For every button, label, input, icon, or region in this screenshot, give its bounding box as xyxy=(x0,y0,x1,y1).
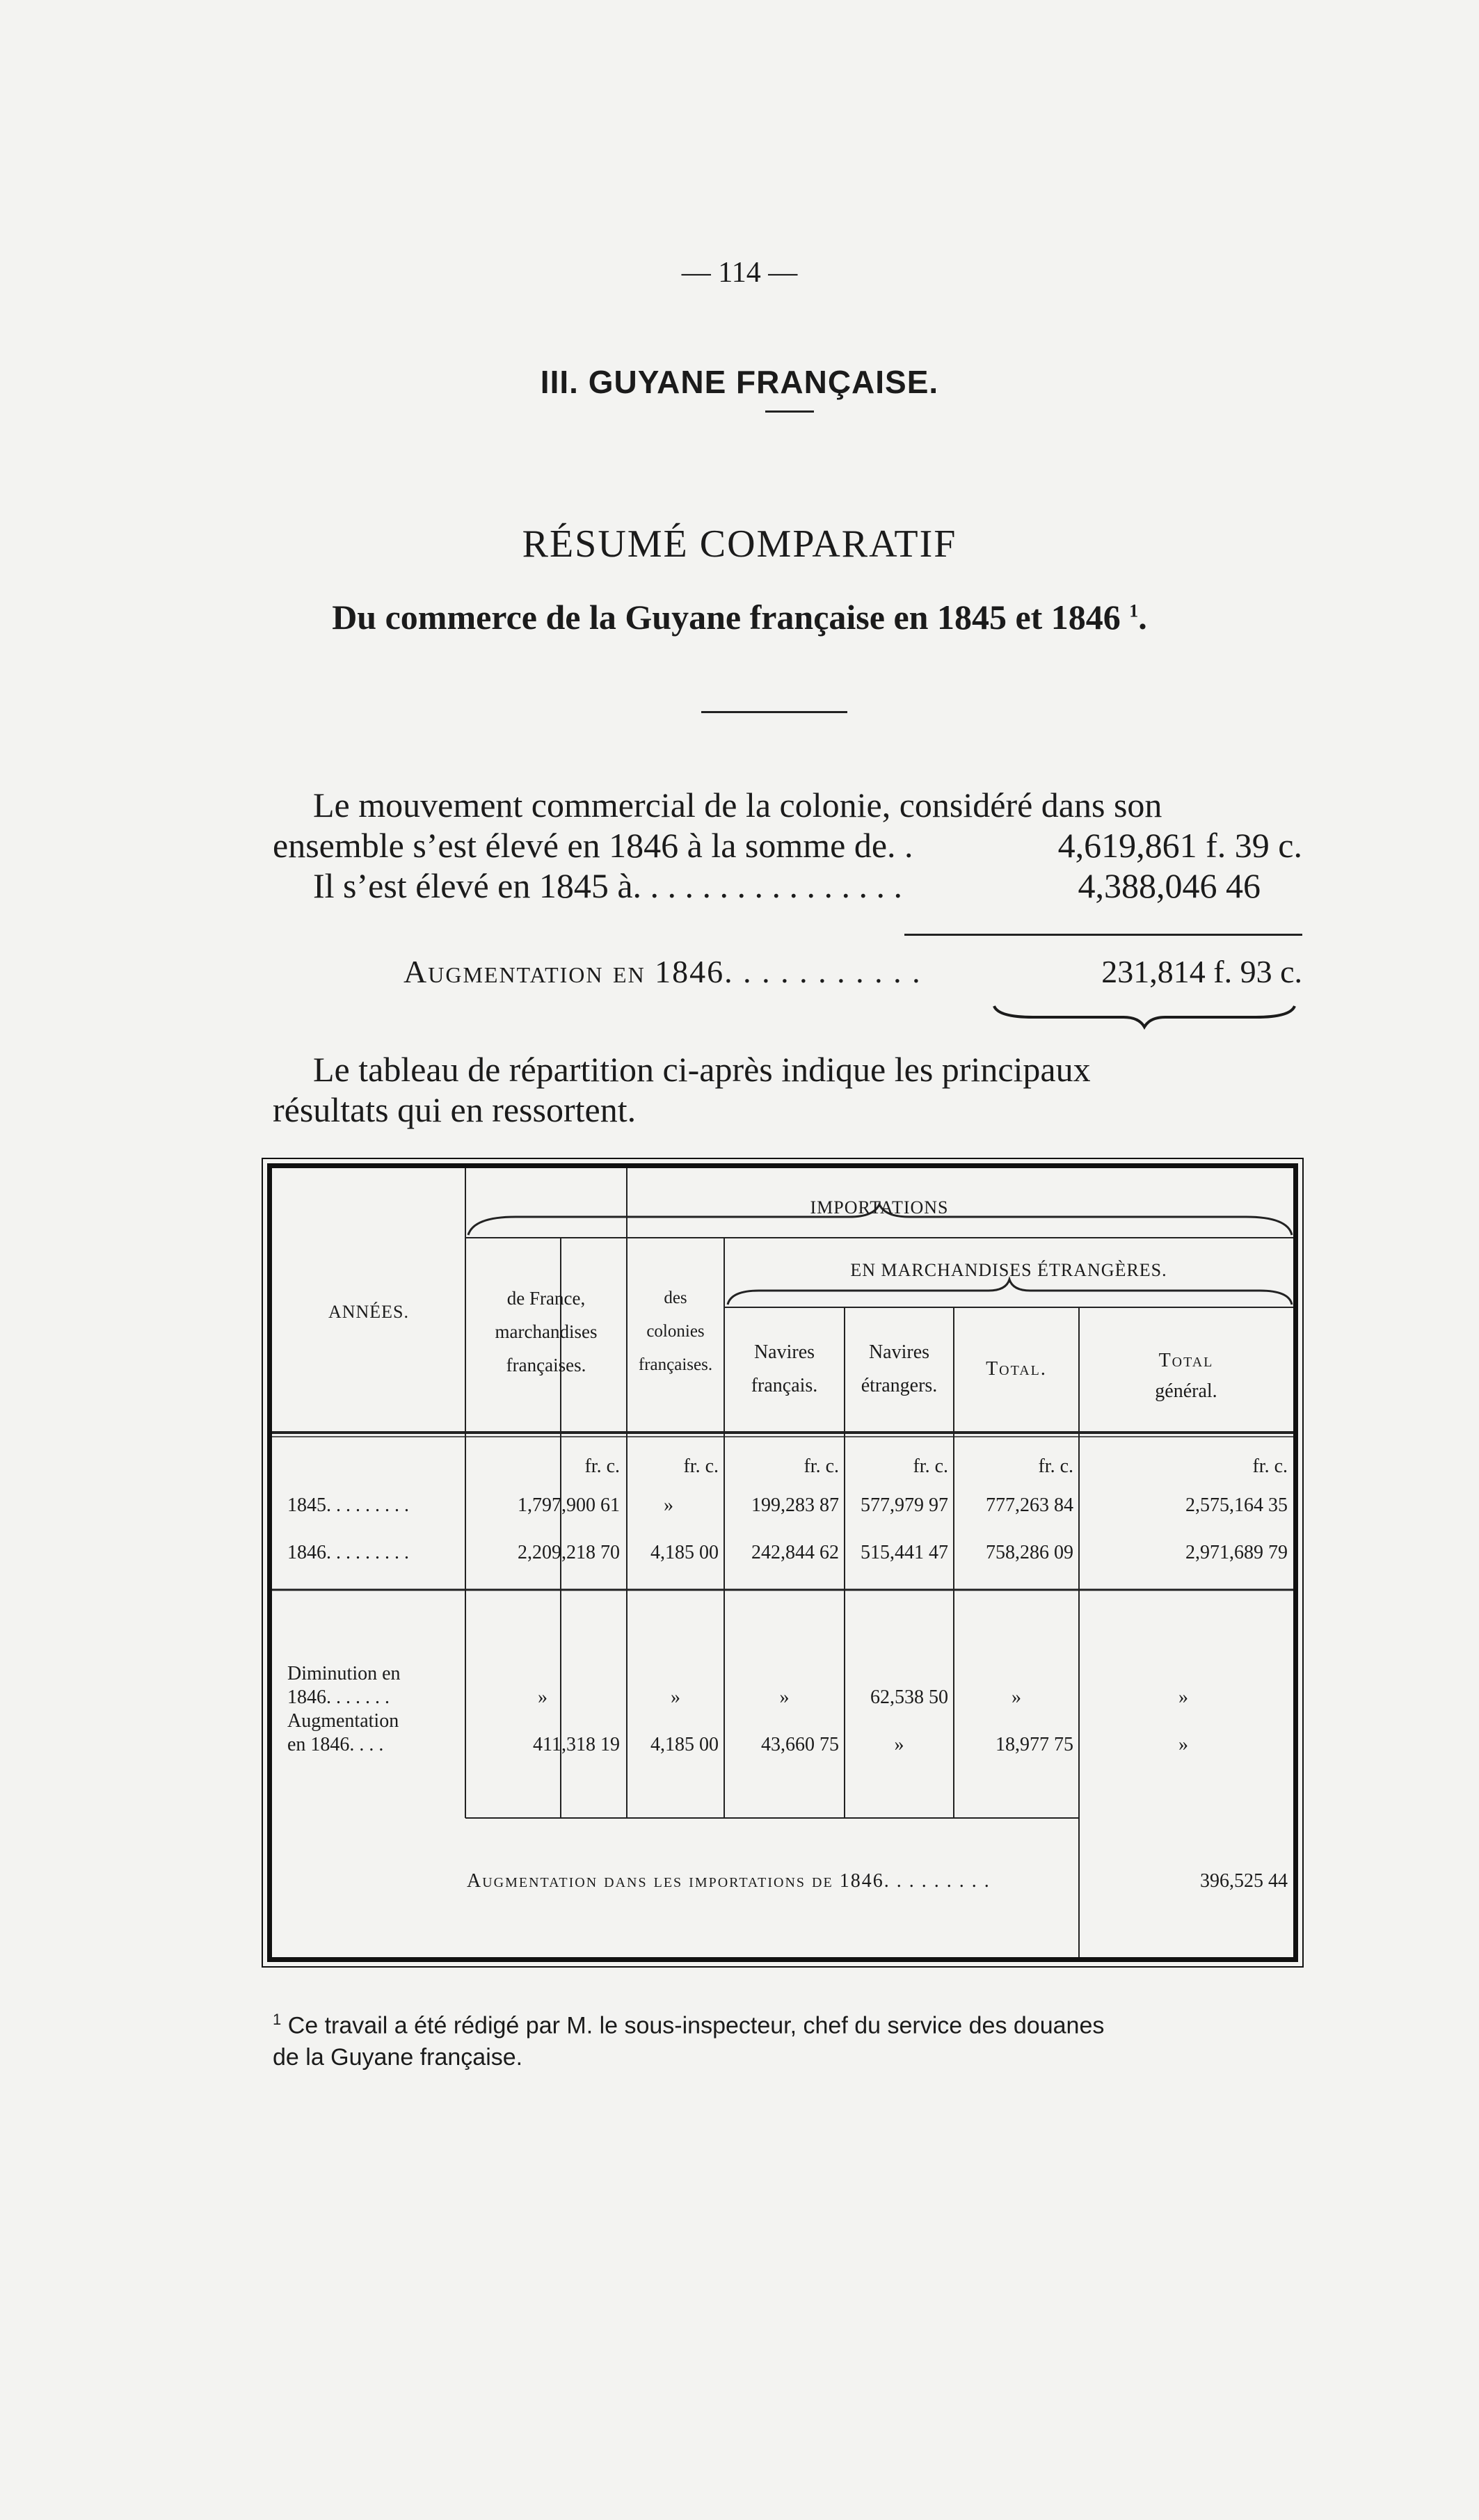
title-divider xyxy=(701,711,847,713)
para2-line2: résultats qui en ressortent. xyxy=(273,1090,637,1129)
diminution-label-1: Diminution en xyxy=(287,1663,401,1684)
diminution-label xyxy=(287,1662,461,1709)
row-1846-des-colonies: 4,185 00 xyxy=(650,1542,719,1563)
unit-des-colonies: fr. c. xyxy=(683,1456,719,1477)
header-navires-francais-1: Navires xyxy=(753,1341,815,1363)
row-1845-navires-etrangers: 577,979 97 xyxy=(861,1494,948,1516)
diminution-navires-etrangers: 62,538 50 xyxy=(870,1686,948,1708)
header-de-france-1: de France, xyxy=(506,1288,586,1309)
paragraph-tableau xyxy=(273,1049,1302,1130)
augmentation-row-label xyxy=(287,1709,461,1757)
page-number: — 114 — xyxy=(681,257,798,289)
augmentation-row xyxy=(403,953,1302,990)
footnote-mark: 1 xyxy=(273,2011,282,2028)
diminution-total: » xyxy=(1012,1686,1021,1708)
header-total: Total. xyxy=(986,1358,1047,1380)
unit-navires-francais: fr. c. xyxy=(804,1456,839,1477)
subtitle: Du commerce de la Guyane française en 1845 et 1846 $^1$. xyxy=(332,598,1147,637)
aug-navires-francais: 43,660 75 xyxy=(761,1734,839,1755)
header-des-colonies-2: colonies xyxy=(646,1322,705,1341)
header-de-france-3: françaises. xyxy=(506,1355,586,1375)
unit-de-france: fr. c. xyxy=(584,1456,620,1477)
header-navires-etrangers xyxy=(845,1341,954,1398)
row-1845-de-france: 1,797,900 61 xyxy=(518,1494,620,1516)
footnote-line2: de la Guyane française. xyxy=(273,2044,523,2071)
importations-table xyxy=(267,1163,1298,1962)
row-1846-navires-francais: 242,844 62 xyxy=(751,1542,839,1563)
row-1845-des-colonies: » xyxy=(664,1494,673,1516)
augmentation-amount: 231,814 f. 93 c. xyxy=(1101,954,1302,989)
amount-rule xyxy=(904,934,1302,936)
total-row-label xyxy=(467,1869,1065,1893)
aug-total-general: » xyxy=(1178,1734,1188,1755)
total-1846-amount: 4,619,861 f. 39 c. xyxy=(1057,826,1302,865)
subtitle-text: Du commerce de la Guyane française en 1845 et 1846 xyxy=(332,598,1121,637)
augmentation-row-label-1: Augmentation xyxy=(287,1710,399,1732)
row-1846-total-general: 2,971,689 79 xyxy=(1185,1542,1288,1563)
row-1846-label: 1846. . . . . . . . . xyxy=(287,1542,409,1563)
augmentation-row-label-2: en 1846. . . . xyxy=(287,1734,384,1755)
paragraph-mouvement xyxy=(273,785,1302,906)
diminution-navires-francais: » xyxy=(779,1686,790,1708)
header-etrangeres: EN MARCHANDISES ÉTRANGÈRES. xyxy=(850,1260,1167,1280)
diminution-des-colonies: » xyxy=(671,1686,680,1708)
header-total-general-2: général. xyxy=(1155,1380,1217,1402)
header-des-colonies xyxy=(627,1286,724,1377)
header-total-general xyxy=(1079,1349,1293,1403)
row-1845-label: 1845. . . . . . . . . xyxy=(287,1494,409,1516)
aug-de-france: 411,318 19 xyxy=(533,1734,620,1755)
aug-total: 18,977 75 xyxy=(996,1734,1073,1755)
diminution-label-2: 1846. . . . . . . xyxy=(287,1686,390,1708)
para2-line1: Le tableau de répartition ci-après indique les principaux xyxy=(313,1050,1091,1089)
header-des-colonies-1: des xyxy=(664,1289,687,1307)
para1-line1: Le mouvement commercial de la colonie, considéré dans son xyxy=(313,785,1162,824)
resume-title: RÉSUMÉ COMPARATIF xyxy=(522,523,957,566)
para1-line2 xyxy=(273,825,1302,866)
header-navires-francais xyxy=(724,1341,845,1398)
header-annees: ANNÉES. xyxy=(328,1302,410,1322)
para1-line3 xyxy=(273,866,1302,906)
total-1845-amount: 4,388,046 46 xyxy=(1078,866,1261,905)
unit-navires-etrangers: fr. c. xyxy=(913,1456,948,1477)
diminution-total-general: » xyxy=(1178,1686,1188,1708)
footnote-line1-text: Ce travail a été rédigé par M. le sous-inspecteur, chef du service des douanes xyxy=(287,2012,1105,2039)
unit-total: fr. c. xyxy=(1038,1456,1073,1477)
footnote-line1 xyxy=(273,2004,1302,2041)
header-de-france-2: marchandises xyxy=(495,1321,598,1342)
augmentation-label: Augmentation en 1846. . . . . . . . . . . xyxy=(403,954,922,989)
header-importations: IMPORTATIONS xyxy=(810,1197,949,1218)
header-navires-francais-2: français. xyxy=(751,1375,818,1396)
row-1845-total: 777,263 84 xyxy=(986,1494,1073,1516)
total-row-value: 396,525 44 xyxy=(1200,1870,1288,1892)
header-des-colonies-3: françaises. xyxy=(638,1355,713,1374)
section-underline xyxy=(765,410,814,413)
row-1846-total: 758,286 09 xyxy=(986,1542,1073,1563)
header-de-france xyxy=(465,1286,627,1377)
header-total-general-1: Total xyxy=(1158,1350,1214,1371)
diminution-de-france: » xyxy=(538,1686,547,1708)
aug-navires-etrangers: » xyxy=(894,1734,904,1755)
brace-ornament xyxy=(991,1002,1297,1030)
section-title: III. GUYANE FRANÇAISE. xyxy=(540,364,939,400)
unit-total-general: fr. c. xyxy=(1252,1456,1288,1477)
total-row-label-text: Augmentation dans les importations de 1846. . . . . . . . . xyxy=(467,1870,991,1892)
aug-des-colonies: 4,185 00 xyxy=(650,1734,719,1755)
para1-line2-text: ensemble s’est élevé en 1846 à la somme de. . xyxy=(273,826,913,865)
subtitle-note-mark: 1 xyxy=(1129,600,1139,621)
header-navires-etrangers-2: étrangers. xyxy=(861,1375,938,1396)
row-1845-navires-francais: 199,283 87 xyxy=(751,1494,839,1516)
header-navires-etrangers-1: Navires xyxy=(868,1341,930,1363)
row-1846-de-france: 2,209,218 70 xyxy=(518,1542,620,1563)
para1-line3-text: Il s’est élevé en 1845 à. . . . . . . . . . . . . . . . xyxy=(313,866,903,905)
footnote xyxy=(273,2004,1302,2073)
row-1845-total-general: 2,575,164 35 xyxy=(1185,1494,1288,1516)
row-1846-navires-etrangers: 515,441 47 xyxy=(861,1542,948,1563)
